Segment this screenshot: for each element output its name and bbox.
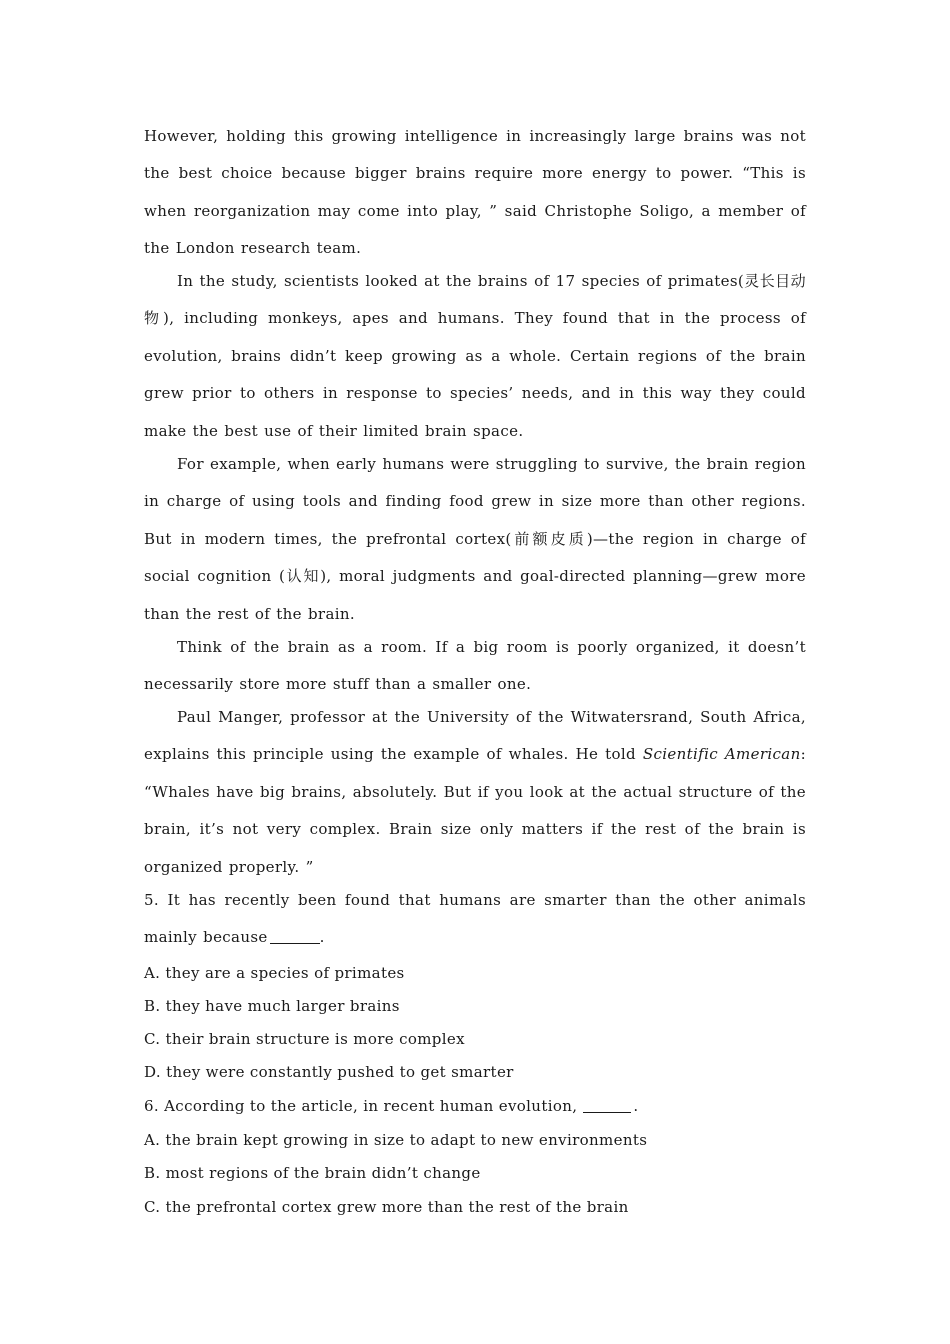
paragraph-5-text-end: : “Whales have big brains, absolutely. But if you look at the actual structure of the brain, it’s not very complex. Brain size only matters if the rest of the brain is organized properly. ” <box>144 745 806 876</box>
question-5-option-d: D. they were constantly pushed to get smarter <box>144 1063 514 1081</box>
passage-paragraph-4: Think of the brain as a room. If a big room is poorly organized, it doesn’t necessarily store more stuff than a smaller one. <box>144 638 806 694</box>
answer-blank <box>583 1098 631 1113</box>
question-6-stem <box>144 1096 806 1116</box>
question-6-option-c: C. the prefrontal cortex grew more than the rest of the brain <box>144 1198 629 1216</box>
passage-paragraph-3: For example, when early humans were struggling to survive, the brain region in charge of using tools and finding food grew in size more than other regions. But in modern times, the prefrontal cortex(前额皮质)—the region in charge of social cognition (认知), moral judgments and goal-directed planning—grew more than the rest of the brain. <box>144 455 806 623</box>
question-5-option-c: C. their brain structure is more complex <box>144 1030 465 1048</box>
magazine-title: Scientific American <box>642 745 801 764</box>
passage-paragraph-1: However, holding this growing intelligence in increasingly large brains was not the best choice because bigger brains require more energy to power. “This is when reorganization may come into play, ” said Christophe Soligo, a member of the London research team. <box>144 127 806 258</box>
question-6-period: . <box>633 1097 639 1115</box>
question-5-option-b: B. they have much larger brains <box>144 997 400 1015</box>
question-5-option-a: A. they are a species of primates <box>144 964 405 982</box>
question-6-text: 6. According to the article, in recent human evolution, <box>144 1097 578 1115</box>
passage-paragraph-5 <box>144 699 806 886</box>
answer-blank <box>270 929 320 944</box>
paragraph-5-text-start: Paul Manger, professor at the University of the Witwatersrand, South Africa, explains this principle using the example of whales. He told <box>144 708 806 764</box>
question-5-period: . <box>319 928 325 947</box>
question-6-option-b: B. most regions of the brain didn’t change <box>144 1164 481 1182</box>
passage-paragraph-2: In the study, scientists looked at the brains of 17 species of primates(灵长目动物), including monkeys, apes and humans. They found that in the process of evolution, brains didn’t keep growing as a whole. Certain regions of the brain grew prior to others in response to species’ needs, and in this way they could make the best use of their limited brain space. <box>144 272 806 440</box>
question-5-text: 5. It has recently been found that humans are smarter than the other animals mainly because <box>144 891 806 947</box>
question-6-option-a: A. the brain kept growing in size to adapt to new environments <box>144 1131 648 1149</box>
question-5-stem <box>144 882 806 957</box>
